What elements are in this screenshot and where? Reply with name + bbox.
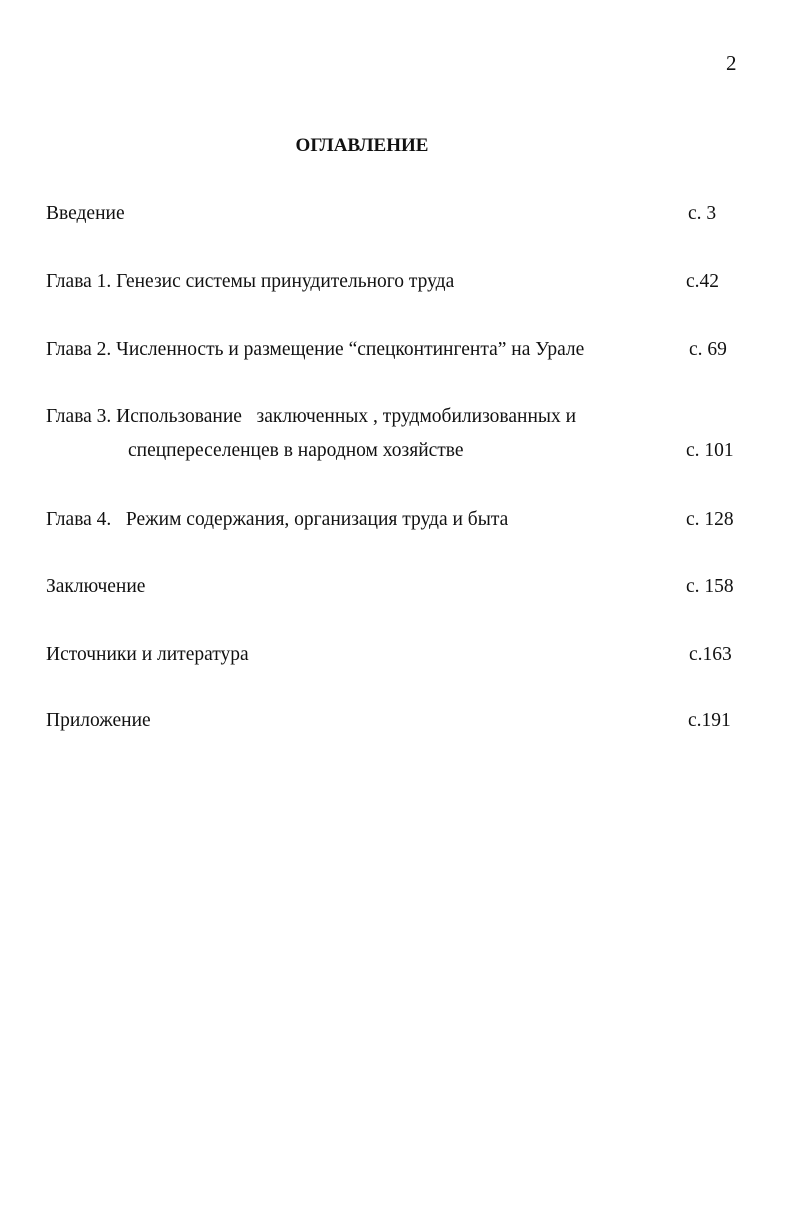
toc-entry-label: Глава 4. Режим содержания, организация труда и быта xyxy=(46,509,509,530)
toc-entry-page: с.191 xyxy=(688,710,731,731)
toc-entry-page: с. 158 xyxy=(686,576,734,597)
toc-entry-label: Заключение xyxy=(46,576,146,597)
toc-entry-label: Глава 1. Генезис системы принудительного труда xyxy=(46,271,455,292)
toc-entry-page: с. 128 xyxy=(686,509,734,530)
toc-entry-page: с.163 xyxy=(689,644,732,665)
toc-entry-label-continuation: спецпереселенцев в народном хозяйстве xyxy=(128,440,464,461)
toc-entry-label: Источники и литература xyxy=(46,644,249,665)
toc-entry-page: с.42 xyxy=(686,271,720,292)
toc-entry-page: с. 69 xyxy=(689,339,727,360)
page-title: ОГЛАВЛЕНИЕ xyxy=(295,135,429,156)
toc-entry-page: с. 3 xyxy=(688,203,717,224)
toc-entry-label: Приложение xyxy=(46,710,151,731)
toc-entry-label: Глава 3. Использование заключенных , трудмобилизованных и xyxy=(46,406,577,427)
toc-entry-label: Введение xyxy=(46,203,125,224)
page-number: 2 xyxy=(726,51,737,75)
toc-entry-label: Глава 2. Численность и размещение “спецконтингента” на Урале xyxy=(46,339,585,360)
toc-entry-page: с. 101 xyxy=(686,440,734,461)
